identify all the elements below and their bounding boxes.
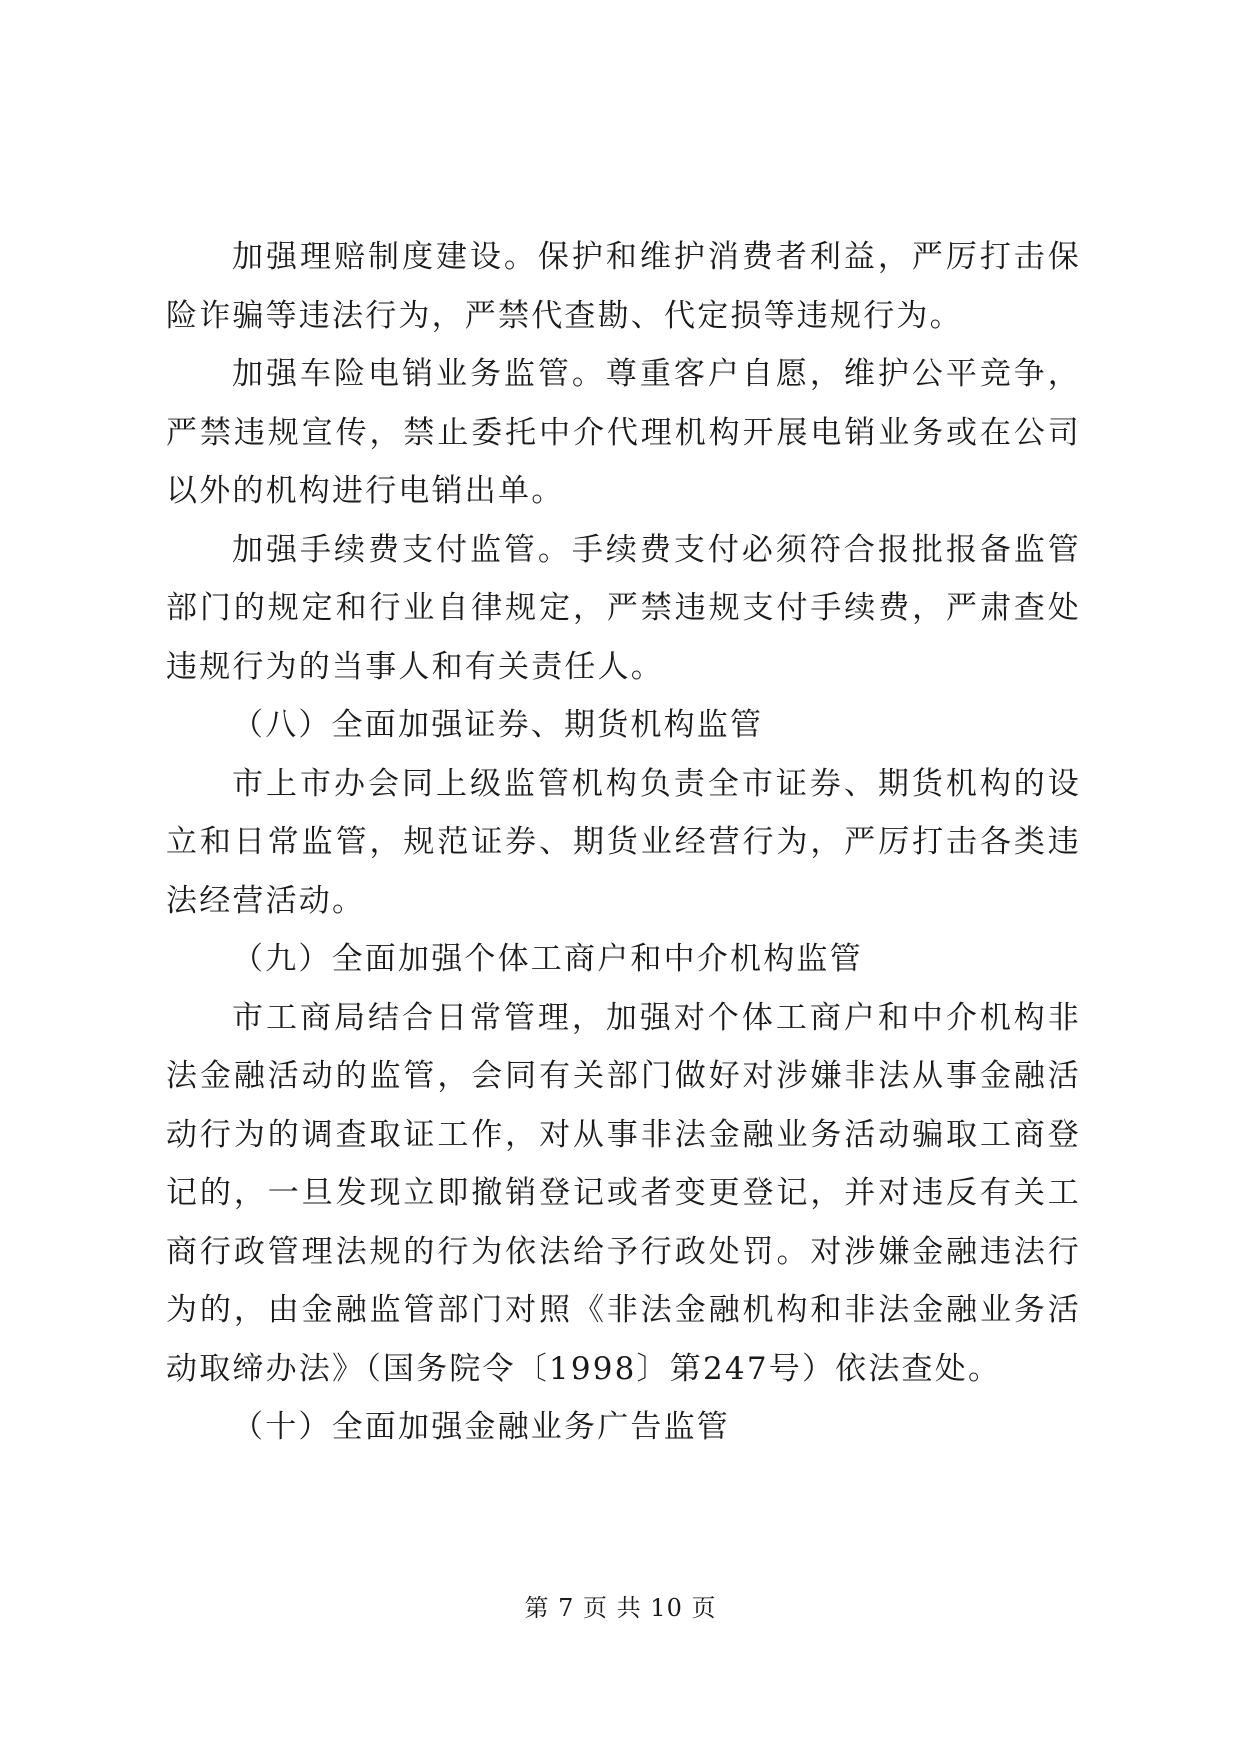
document-body (166, 228, 1081, 1457)
paragraph-commission-fees: 加强手续费支付监管。手续费支付必须符合报批报备监管部门的规定和行业自律规定，严禁违规支付手续费，严肃查处违规行为的当事人和有关责任人。 (166, 531, 1081, 685)
paragraph-claims-system: 加强理赔制度建设。保护和维护消费者利益，严厉打击保险诈骗等违法行为，严禁代查勘、代定损等违规行为。 (166, 239, 1081, 334)
paragraph-securities-futures: 市上市办会同上级监管机构负责全市证券、期货机构的设立和日常监管，规范证券、期货业经营行为，严厉打击各类违法经营活动。 (166, 765, 1081, 919)
page-number-footer: 第 7 页 共 10 页 (524, 1594, 717, 1622)
section-heading-8: （八）全面加强证券、期货机构监管 (232, 707, 764, 743)
paragraph-individual-businesses: 市工商局结合日常管理，加强对个体工商户和中介机构非法金融活动的监管，会同有关部门做好对涉嫌非法从事金融活动行为的调查取证工作，对从事非法金融业务活动骗取工商登记的，一旦发现立即撤销登记或者变更登记，并对违反有关工商行政管理法规的行为依法给予行政处罚。对涉嫌金融违法行为的，由金融监管部门对照《非法金融机构和非法金融业务活动取缔办法》（国务院令〔1998〕第247号）依法查处。 (166, 999, 1081, 1387)
section-heading-10: （十）全面加强金融业务广告监管 (232, 1409, 730, 1445)
section-heading-9: （九）全面加强个体工商户和中介机构监管 (232, 941, 863, 977)
paragraph-telemarketing: 加强车险电销业务监管。尊重客户自愿，维护公平竞争，严禁违规宣传，禁止委托中介代理机构开展电销业务或在公司以外的机构进行电销出单。 (166, 356, 1081, 509)
